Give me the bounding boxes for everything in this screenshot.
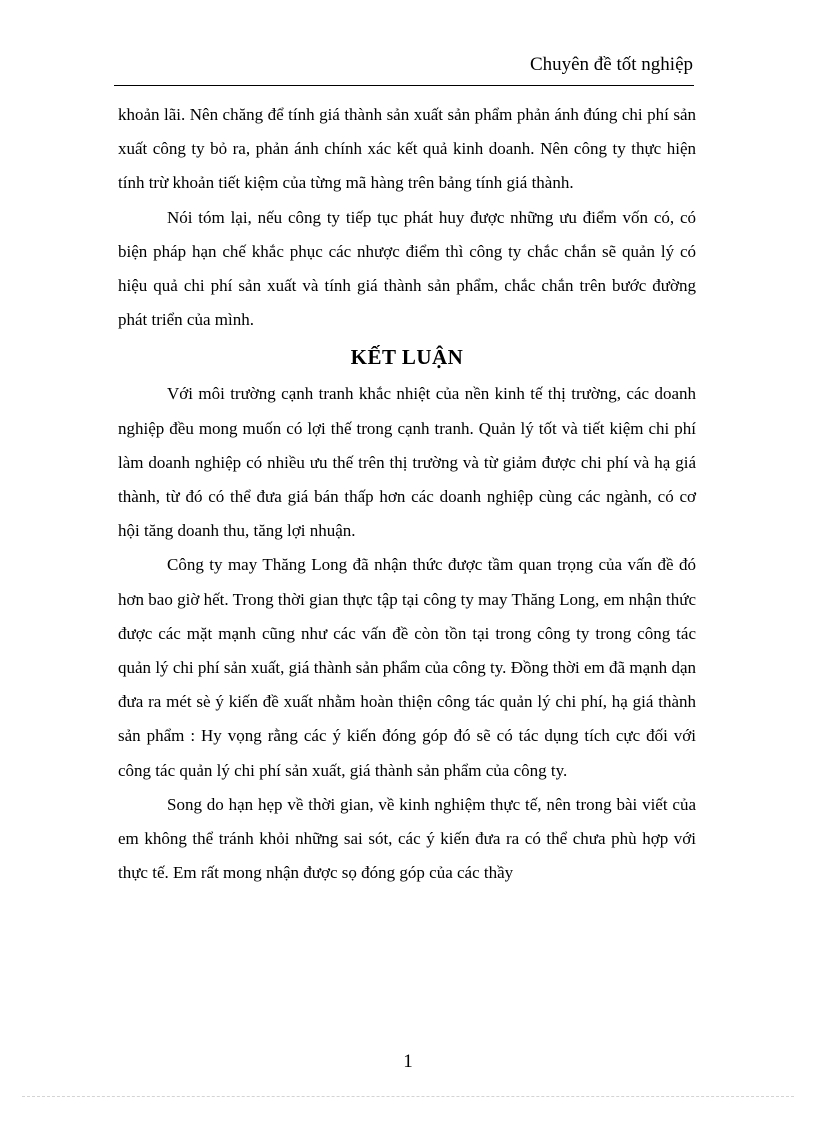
- document-body: [118, 98, 696, 890]
- page-bottom-divider: [22, 1096, 794, 1097]
- header-divider: [114, 85, 694, 86]
- paragraph-conclusion-3: Song do hạn hẹp về thời gian, về kinh nghiệm thực tế, nên trong bài viết của em không thể tránh khỏi những sai sót, các ý kiến đưa ra có thể chưa phù hợp với thực tế. Em rất mong nhận được sọ đóng góp của các thầy: [118, 794, 696, 883]
- paragraph-conclusion-1: Với môi trường cạnh tranh khắc nhiệt của nền kinh tế thị trường, các doanh nghiệp đều mong muốn có lợi thế trong cạnh tranh. Quản lý tốt và tiết kiệm chi phí làm doanh nghiệp có nhiều ưu thế trên thị trường và từ giảm được chi phí và hạ giá thành, từ đó có thể đưa giá bán thấp hơn các doanh nghiệp cùng các ngành, có cơ hội tăng doanh thu, tăng lợi nhuận.: [118, 384, 696, 541]
- paragraph-summary: Nói tóm lại, nếu công ty tiếp tục phát huy được những ưu điểm vốn có, có biện pháp hạn chế khắc phục các nhược điểm thì công ty chắc chắn sẽ quản lý có hiệu quả chi phí sản xuất và tính giá thành sản phẩm, chắc chắn trên bước đường phát triển của mình.: [118, 207, 696, 330]
- paragraph-continuation: khoản lãi. Nên chăng để tính giá thành sản xuất sản phẩm phản ánh đúng chi phí sản xuất công ty bỏ ra, phản ánh chính xác kết quả kinh doanh. Nên công ty thực hiện tính trừ khoản tiết kiệm của từng mã hàng trên bảng tính giá thành.: [118, 105, 696, 193]
- page-number: 1: [403, 1051, 413, 1072]
- page-header-title: Chuyên đề tốt nghiệp: [529, 54, 693, 75]
- section-heading-conclusion: KẾT LUẬN: [350, 345, 464, 370]
- paragraph-conclusion-2: Công ty may Thăng Long đã nhận thức được tầm quan trọng của vấn đề đó hơn bao giờ hết. Trong thời gian thực tập tại công ty may Thăng Long, em nhận thức được các mặt mạnh cũng như các vấn đề còn tồn tại trong công ty trong công tác quản lý chi phí sản xuất, giá thành sản phẩm của công ty. Đồng thời em đã mạnh dạn đưa ra mét sè ý kiến đề xuất nhằm hoàn thiện công tác quản lý chi phí, hạ giá thành sản phẩm : Hy vọng rằng các ý kiến đóng góp đó sẽ có tác dụng tích cực đối với công tác quản lý chi phí sản xuất, giá thành sản phẩm của công ty.: [118, 555, 696, 780]
